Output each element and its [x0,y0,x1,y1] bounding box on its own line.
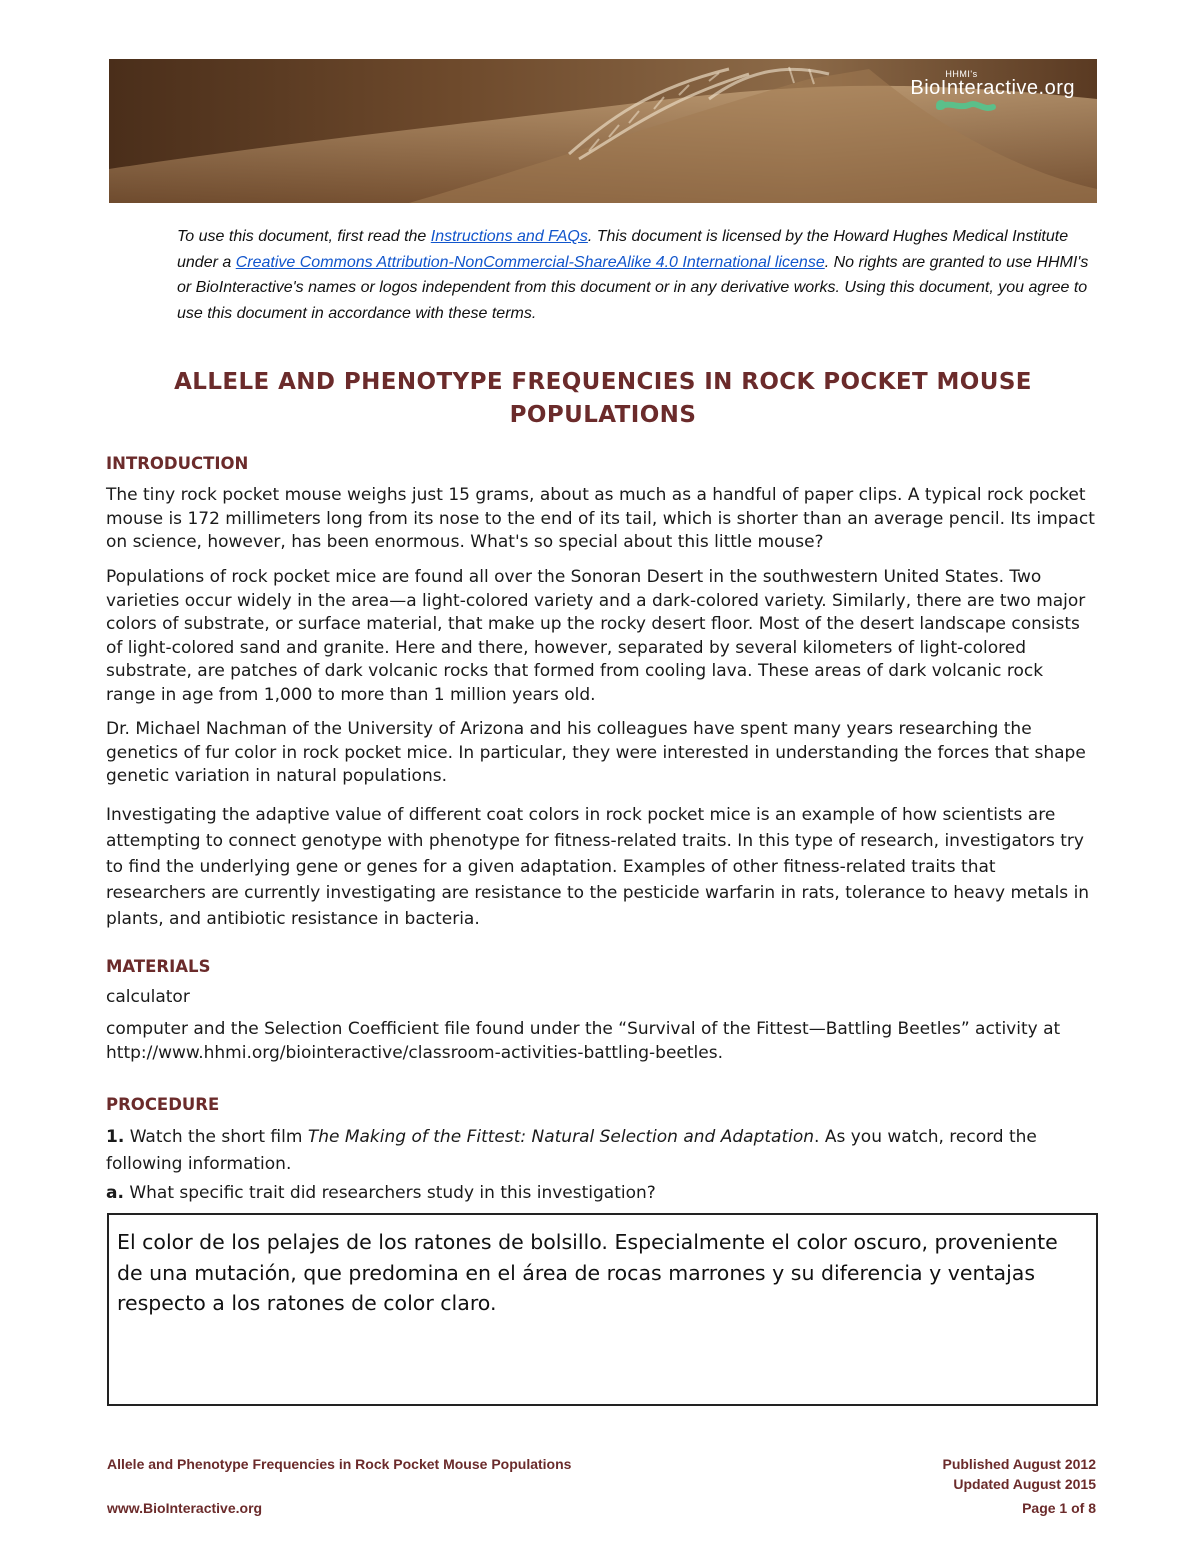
biointeractive-logo: HHMI's BioInteractive.org [910,69,1075,99]
introduction-heading: INTRODUCTION [106,454,249,473]
license-text-3: . No rights are granted to use HHMI's or BioInteractive's names or logos independent from this document or in any derivative works. Using this document, you agree to use this document in accordance with these terms. [177,253,1089,322]
license-text-1: To use this document, first read the [177,228,431,245]
materials-heading: MATERIALS [106,957,211,976]
intro-paragraph-4: Investigating the adaptive value of different coat colors in rock pocket mice is an example of how scientists are attempting to connect genotype with phenotype for fitness-related traits. In this type of research, investigators try to find the underlying gene or genes for a given adaptation. Examples of other fitness-related traits that researchers are currently investigating are resistance to the pesticide warfarin in rats, tolerance to heavy metals in plants, and antibiotic resistance in bacteria. [106,805,1090,929]
license-notice [177,224,1102,326]
document-title: ALLELE AND PHENOTYPE FREQUENCIES IN ROCK POCKET MOUSE POPULATIONS [174,369,1032,428]
answer-text[interactable]: El color de los pelajes de los ratones de bolsillo. Especialmente el color oscuro, proveniente de una mutación, que predomina en el área de rocas marrones y su diferencia y ventajas respecto a los ratones de color claro. [117,1230,1058,1315]
instructions-faqs-link[interactable]: Instructions and FAQs [430,228,588,245]
question-text: What specific trait did researchers study in this investigation? [123,1183,656,1203]
intro-paragraph-3: Dr. Michael Nachman of the University of Arizona and his colleagues have spent many years researching the genetics of fur color in rock pocket mice. In particular, they were interested in understanding the forces that shape genetic variation in natural populations. [106,719,1086,786]
procedure-step-1 [106,1124,1096,1178]
footer-doc-title: Allele and Phenotype Frequencies in Rock Pocket Mouse Populations [107,1456,572,1472]
question-label: a. [106,1183,124,1203]
license-text-2: . This document is licensed by the Howard Hughes Medical Institute under a [177,228,1069,271]
footer-published: Published August 2012 [942,1456,1096,1472]
answer-box[interactable] [107,1213,1098,1406]
question-a [106,1182,1096,1206]
footer-updated: Updated August 2015 [953,1476,1096,1492]
intro-paragraph-2: Populations of rock pocket mice are found all over the Sonoran Desert in the southwestern United States. Two varieties occur widely in the area—a light-colored variety and a dark-colored variety. Similarly, there are two major colors of substrate, or surface material, that make up the rocky desert floor. Most of the desert landscape consists of light-colored sand and granite. Here and there, however, separated by several kilometers of light-colored substrate, are patches of dark volcanic rocks that formed from cooling lava. These areas of dark volcanic rock range in age from 1,000 to more than 1 million years old. [106,567,1086,705]
film-title: The Making of the Fittest: Natural Selection and Adaptation [307,1127,815,1147]
footer-page-number: Page 1 of 8 [1022,1500,1096,1516]
creative-commons-license-link[interactable]: Creative Commons Attribution-NonCommercial-ShareAlike 4.0 International license [235,253,825,271]
gecko-logo-icon [939,104,993,108]
intro-paragraph-1: The tiny rock pocket mouse weighs just 15 grams, about as much as a handful of paper clips. A typical rock pocket mouse is 172 millimeters long from its nose to the end of its tail, which is shorter than an average pencil. Its impact on science, however, has been enormous. What's so special about this little mouse? [106,485,1095,552]
footer-website-link[interactable]: www.BioInteractive.org [107,1500,263,1516]
step-1-text-post: . As you watch, record the following information. [106,1127,1037,1174]
procedure-heading: PROCEDURE [106,1095,220,1114]
materials-item-calculator: calculator [106,987,190,1007]
materials-item-computer: computer and the Selection Coefficient file found under the “Survival of the Fittest—Battling Beetles” activity at http://www.hhmi.org/biointeractive/classroom-activities-battling-beetles. [106,1019,1061,1063]
step-number: 1. [106,1127,125,1147]
step-1-text-pre: Watch the short film [124,1127,308,1147]
header-banner [109,59,1097,203]
